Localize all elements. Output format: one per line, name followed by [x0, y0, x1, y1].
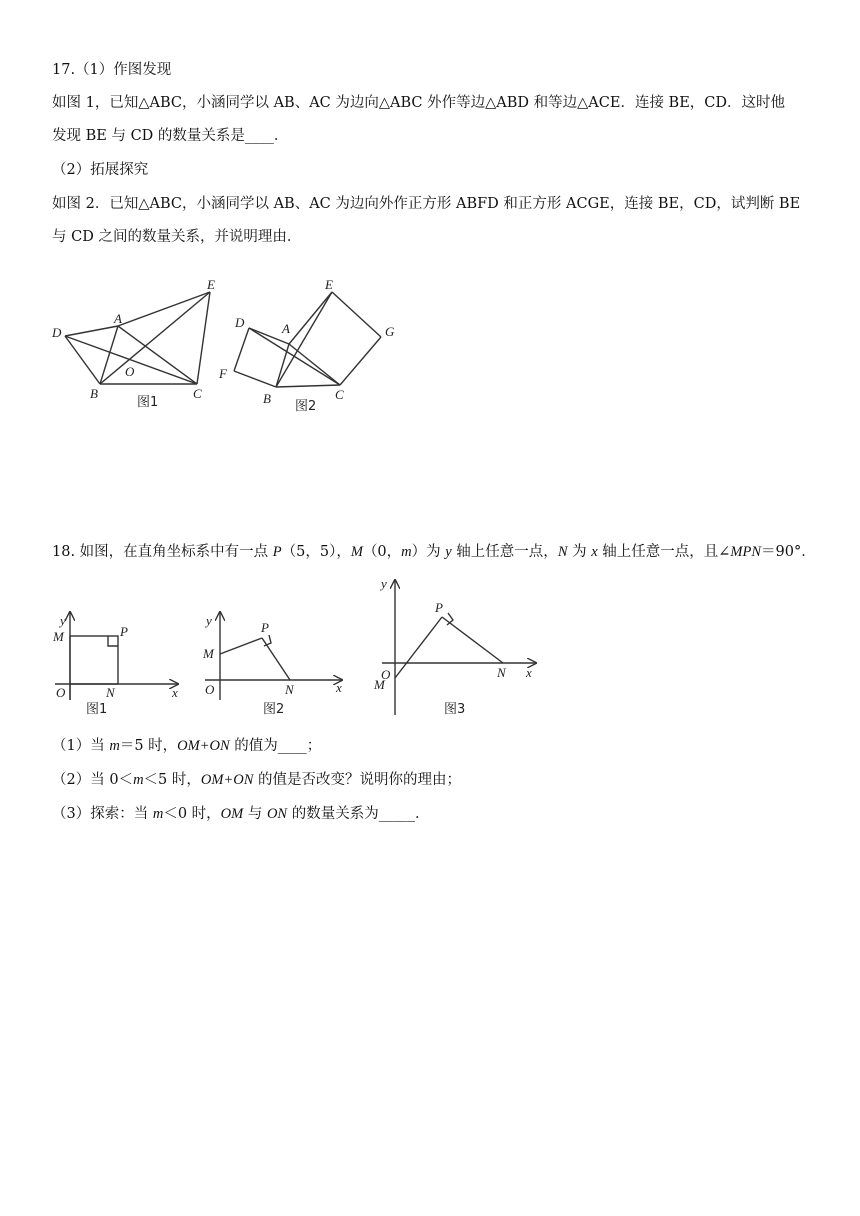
- q18-figure1: [50, 605, 190, 720]
- q18-statement: [52, 542, 816, 562]
- q18-fig2-shape: [220, 635, 290, 680]
- q18-fig1-label-y: y: [60, 613, 66, 628]
- q18-mid1: 轴上任意一点，: [451, 544, 558, 560]
- fig1-label-e: E: [207, 277, 215, 292]
- q18-fig3-label-n: N: [497, 665, 506, 680]
- q18-angle-mpn: MPN: [730, 544, 762, 560]
- q18-fig3-label-p: P: [435, 600, 443, 615]
- fig2-label-b: B: [263, 391, 271, 406]
- q18-m-coord-a: （0，: [362, 544, 402, 560]
- q18-fig1-label-o: O: [56, 685, 66, 700]
- q18-sub2-a: （2）当 0＜: [52, 772, 134, 788]
- fig1-label-a: A: [114, 311, 122, 326]
- q18-fig2-label-x: x: [336, 680, 342, 695]
- q17-figure1: [48, 272, 228, 412]
- q17-paragraph1-line1: 如图 1，已知△ABC，小涵同学以 AB、AC 为边向△ABC 外作等边△ABD 和等边△ACE．连接 BE，CD．这时他: [52, 95, 786, 111]
- q18-sub1-m: m: [109, 738, 120, 754]
- q18-fig3-caption: 图3: [444, 702, 466, 717]
- q17-figure2: [215, 272, 405, 417]
- fig1-label-d: D: [52, 325, 62, 340]
- fig2-label-f: F: [219, 366, 227, 381]
- q18-point-m: M: [350, 544, 363, 560]
- q18-sub2: [52, 770, 812, 790]
- q18-fig1-axes: [55, 612, 178, 700]
- figure2-lines: [234, 292, 381, 387]
- q18-figure2: [200, 605, 355, 720]
- q18-m-coord-b: ）为: [411, 544, 446, 560]
- q18-sub2-m: m: [133, 772, 144, 788]
- q18-point-p: P: [272, 544, 282, 560]
- fig2-caption: 图2: [295, 399, 317, 414]
- q18-fig3-label-m: M: [374, 677, 385, 692]
- q18-fig2-label-n: N: [285, 682, 294, 697]
- q18-sub2-c: 的值是否改变？说明你的理由；: [253, 772, 461, 788]
- q18-sub3-om: OM: [220, 806, 244, 822]
- q18-sub2-b: ＜5 时，: [143, 772, 201, 788]
- q18-fig3-label-x: x: [526, 665, 532, 680]
- figure1-lines: [65, 292, 210, 384]
- q18-sub3: [52, 804, 812, 824]
- q17-paragraph2-line2: 与 CD 之间的数量关系，并说明理由．: [52, 229, 302, 245]
- q18-sub1-c: 的值为____；: [229, 738, 322, 754]
- q18-sub1: [52, 736, 812, 756]
- q18-fig3-label-o: O: [381, 667, 391, 682]
- fig2-label-d: D: [235, 315, 245, 330]
- q18-sub3-m: m: [152, 806, 164, 822]
- q18-fig2-label-o: O: [205, 682, 215, 697]
- fig2-label-g: G: [385, 324, 395, 339]
- q18-sub1-a: （1）当: [52, 738, 110, 754]
- q18-mid2: 为: [567, 544, 592, 560]
- q18-fig3-shape: [395, 613, 503, 678]
- q18-end: ＝90°．: [761, 544, 816, 560]
- q18-fig1-square: [70, 636, 118, 684]
- fig1-label-o: O: [125, 364, 135, 379]
- fig2-label-e: E: [325, 277, 333, 292]
- q18-sub3-on: ON: [266, 806, 288, 822]
- q18-mid3: 轴上任意一点，且∠: [597, 544, 731, 560]
- q18-fig3-axes: [382, 580, 536, 715]
- q18-fig2-caption: 图2: [263, 702, 285, 717]
- fig2-label-c: C: [335, 387, 344, 402]
- q18-fig2-label-m: M: [203, 646, 214, 661]
- q18-sub1-expr: OM+ON: [177, 738, 230, 754]
- q18-sub3-b: ＜0 时，: [163, 806, 221, 822]
- q18-fig1-label-m: M: [53, 629, 64, 644]
- q18-figure3: [370, 572, 550, 720]
- q18-fig1-label-p: P: [120, 624, 128, 639]
- q18-point-n: N: [557, 544, 568, 560]
- q18-sub3-a: （3）探索：当: [52, 806, 153, 822]
- q18-fig2-label-y: y: [206, 613, 212, 628]
- fig2-label-a: A: [282, 321, 290, 336]
- q18-sub2-expr: OM+ON: [200, 772, 254, 788]
- q18-fig3-label-y: y: [381, 576, 387, 591]
- q18-number: 18. 如图，在直角坐标系中有一点: [52, 544, 273, 560]
- q18-sub1-b: ＝5 时，: [119, 738, 178, 754]
- q17-title: 17.（1）作图发现: [52, 62, 172, 78]
- fig1-label-c: C: [193, 386, 202, 401]
- q18-fig2-label-p: P: [261, 620, 269, 635]
- q18-var-m: m: [401, 544, 412, 560]
- fig1-caption: 图1: [137, 395, 159, 410]
- q18-var-y: y: [445, 544, 452, 560]
- q18-p-coord: （5，5），: [281, 544, 351, 560]
- fig1-label-b: B: [90, 386, 98, 401]
- q18-var-x: x: [591, 544, 598, 560]
- q18-fig1-caption: 图1: [86, 702, 108, 717]
- q18-fig1-label-x: x: [172, 685, 178, 700]
- q17-paragraph2-line1: 如图 2．已知△ABC，小涵同学以 AB、AC 为边向外作正方形 ABFD 和正方形 ACGE，连接 BE，CD，试判断 BE: [52, 196, 801, 212]
- q18-sub3-d: 的数量关系为_____．: [287, 806, 430, 822]
- q18-fig1-label-n: N: [106, 685, 115, 700]
- q18-sub3-c: 与: [243, 806, 267, 822]
- q17-paragraph1-line2: 发现 BE 与 CD 的数量关系是____．: [52, 128, 289, 144]
- q17-part2-title: （2）拓展探究: [52, 162, 149, 178]
